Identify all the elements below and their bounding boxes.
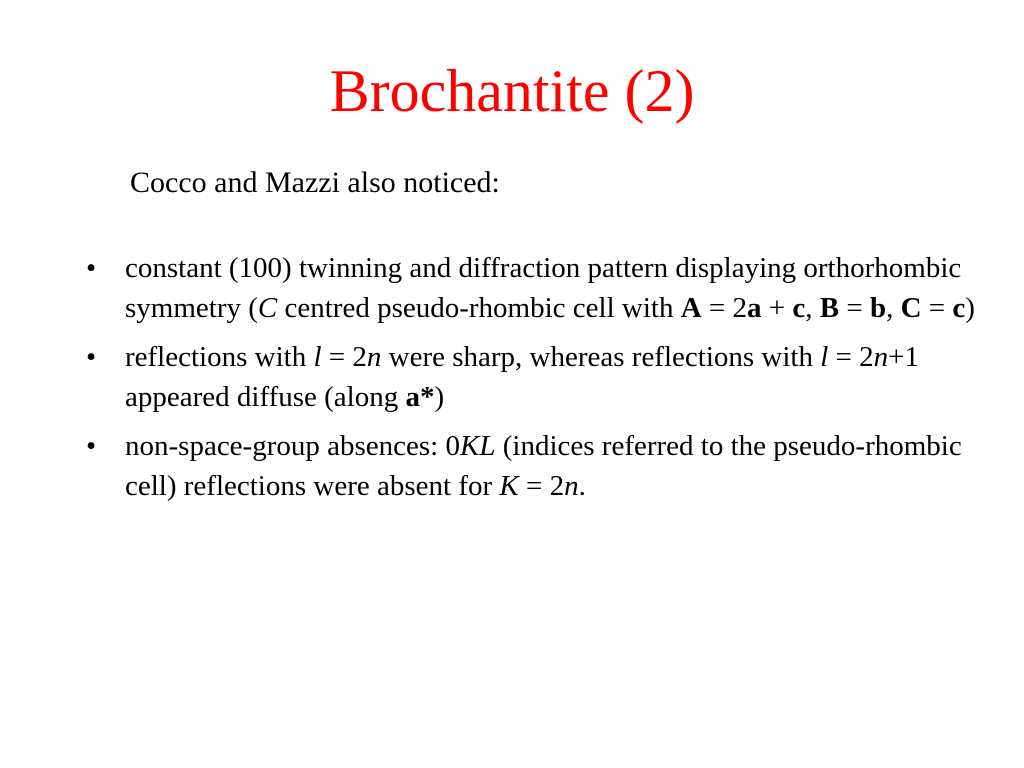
text-segment: = 2	[518, 470, 565, 502]
text-segment: c	[792, 292, 806, 324]
text-segment: reflections with	[125, 341, 314, 373]
text-segment: (indices referred to the pseudo-rhombic cell) reflections were absent for	[125, 430, 962, 502]
text-segment: n	[564, 470, 579, 502]
bullet-item	[86, 337, 996, 417]
text-segment: b	[869, 292, 887, 324]
text-segment: constant (100) twinning and diffraction pattern displaying orthorhombic symmetry (	[125, 252, 962, 324]
text-segment: = 2	[701, 292, 748, 324]
text-segment: +	[761, 292, 793, 324]
bullet-text	[125, 430, 962, 502]
text-segment: B	[819, 292, 840, 324]
text-segment: were sharp, whereas reflections with	[381, 341, 821, 373]
bullet-icon: •	[86, 341, 97, 373]
text-segment: = 2	[321, 341, 367, 373]
bullet-item	[86, 426, 996, 506]
text-segment: = 2	[828, 341, 874, 373]
text-segment: C	[257, 292, 278, 324]
text-segment: n	[873, 341, 889, 373]
bullet-icon: •	[86, 430, 97, 462]
text-segment: +1 appeared diffuse (along	[125, 341, 920, 413]
bullet-text	[125, 252, 975, 324]
text-segment: K	[499, 470, 519, 502]
text-segment: A	[680, 292, 702, 324]
text-segment: n	[366, 341, 382, 373]
bullet-item	[86, 248, 996, 328]
text-segment: c	[952, 292, 966, 324]
text-segment: a	[747, 292, 762, 324]
text-segment: )	[965, 292, 975, 324]
text-segment: l	[313, 341, 322, 373]
text-segment: =	[921, 292, 953, 324]
text-segment: .	[578, 470, 586, 502]
bullet-text	[125, 341, 919, 413]
text-segment: l	[820, 341, 829, 373]
text-segment: ,	[886, 292, 901, 324]
text-segment: )	[434, 381, 445, 413]
bullet-icon: •	[86, 252, 97, 284]
text-segment: non-space-group absences: 0	[125, 430, 460, 462]
text-segment: =	[839, 292, 870, 324]
text-segment: ,	[805, 292, 820, 324]
text-segment: a*	[405, 381, 435, 413]
slide-title: Brochantite (2)	[329, 58, 695, 124]
bullet-list	[86, 248, 996, 515]
intro-text: Cocco and Mazzi also noticed:	[130, 166, 500, 199]
text-segment: centred pseudo-rhombic cell with	[277, 292, 681, 324]
text-segment: KL	[460, 430, 496, 462]
text-segment: C	[900, 292, 922, 324]
